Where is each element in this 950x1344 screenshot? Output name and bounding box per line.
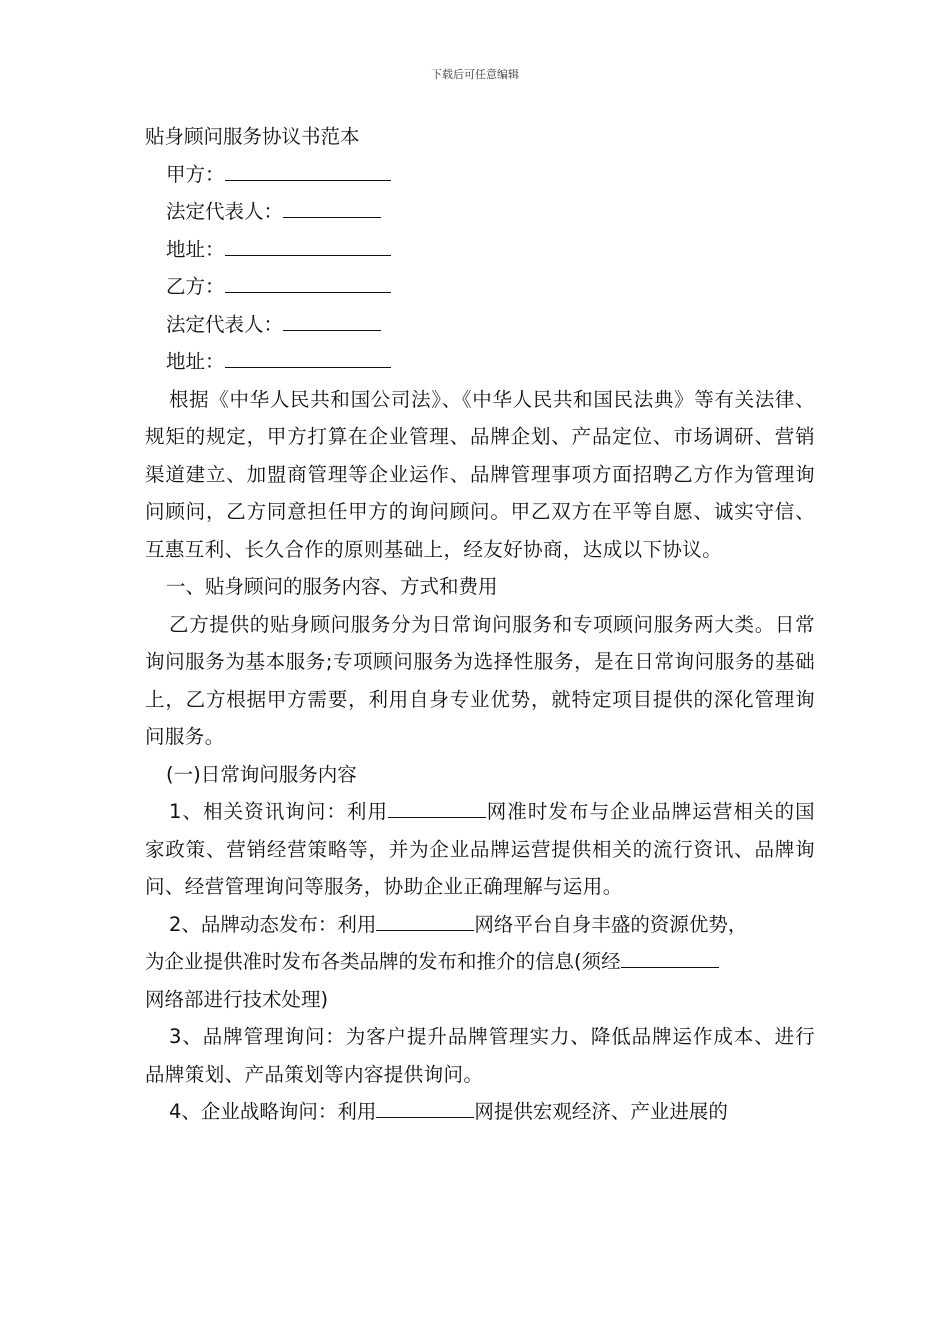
party-a-line	[145, 156, 815, 194]
item-2-line-2-text: 为企业提供准时发布各类品牌的发布和推介的信息(须经	[145, 950, 621, 973]
item-1-paragraph	[145, 793, 815, 906]
legal-rep-a-label: 法定代表人：	[166, 200, 284, 223]
item-4-line-1	[145, 1093, 815, 1131]
item-1-suffix: 网准时发布与企业品牌运营相	[486, 800, 754, 823]
item-2-blank-2	[621, 945, 719, 968]
item-4-prefix: 4、企业战略询问：利用	[169, 1100, 377, 1123]
subsection-1-heading: (一)日常询问服务内容	[166, 762, 357, 786]
party-b-label: 乙方：	[166, 275, 225, 298]
legal-rep-b-label: 法定代表人：	[166, 312, 284, 336]
legal-rep-b-line	[145, 306, 815, 344]
document-title: 贴身顾问服务协议书范本	[145, 125, 360, 148]
item-2-suffix: 网络平台自身丰盛的资源优势，	[474, 912, 748, 936]
address-a-label: 地址：	[166, 237, 225, 261]
address-b-line	[145, 343, 815, 381]
section-1-heading: 一、贴身顾问的服务内容、方式和费用	[166, 575, 498, 598]
legal-rep-a-blank	[283, 195, 381, 218]
party-b-line	[145, 268, 815, 306]
item-2-prefix: 2、品牌动态发布：利用	[169, 912, 377, 936]
address-b-label: 地址：	[166, 350, 225, 373]
item-3-paragraph: 3、品牌管理询问：为客户提升品牌管理实力、降低品牌运作成本、进行品牌策划、产品策划等内容提供询问。	[145, 1025, 815, 1086]
party-a-label: 甲方：	[166, 162, 225, 186]
address-a-line	[145, 231, 815, 269]
legal-rep-b-blank	[283, 308, 381, 331]
item-4-blank	[376, 1095, 474, 1118]
item-2-line-3: 网络部进行技术处理)	[145, 987, 329, 1011]
document-body	[145, 118, 815, 1131]
item-2-line-2	[145, 943, 815, 981]
item-1-prefix: 1、相关资讯询问：利用	[169, 800, 389, 823]
address-a-blank	[225, 233, 391, 256]
item-4-suffix: 网提供宏观经济、产业进展的	[474, 1100, 728, 1123]
legal-rep-a-line	[145, 193, 815, 231]
item-1-blank	[388, 795, 486, 818]
item-2-blank	[376, 908, 474, 931]
address-b-blank	[225, 345, 391, 368]
item-1-rest: 关的国家政策、营销经营策略等，并为企业品牌运营提供相关的流行资讯、品牌询问、经营管理询问等服务，协助企业正确理解与运用。	[145, 800, 816, 898]
party-b-blank	[225, 270, 391, 293]
intro-paragraph: 根据《中华人民共和国公司法》、《中华人民共和国民法典》等有关法律、规矩的规定，甲方打算在企业管理、品牌企划、产品定位、市场调研、营销渠道建立、加盟商管理等企业运作、品牌管理事项方面招聘乙方作为管理询问顾问，乙方同意担任甲方的询问顾问。甲乙双方在平等自愿、诚实守信、互惠互利、长久合作的原则基础上，经友好协商，达成以下协议。	[145, 387, 815, 561]
section-1-body: 乙方提供的贴身顾问服务分为日常询问服务和专项顾问服务两大类。日常询问服务为基本服务;专项顾问服务为选择性服务，是在日常询问服务的基础上，乙方根据甲方需要，利用自身专业优势，就特定项目提供的深化管理询问服务。	[145, 612, 815, 748]
header-note: 下载后可任意编辑	[431, 68, 519, 81]
party-a-blank	[225, 158, 391, 181]
item-2-line-1	[145, 906, 815, 944]
